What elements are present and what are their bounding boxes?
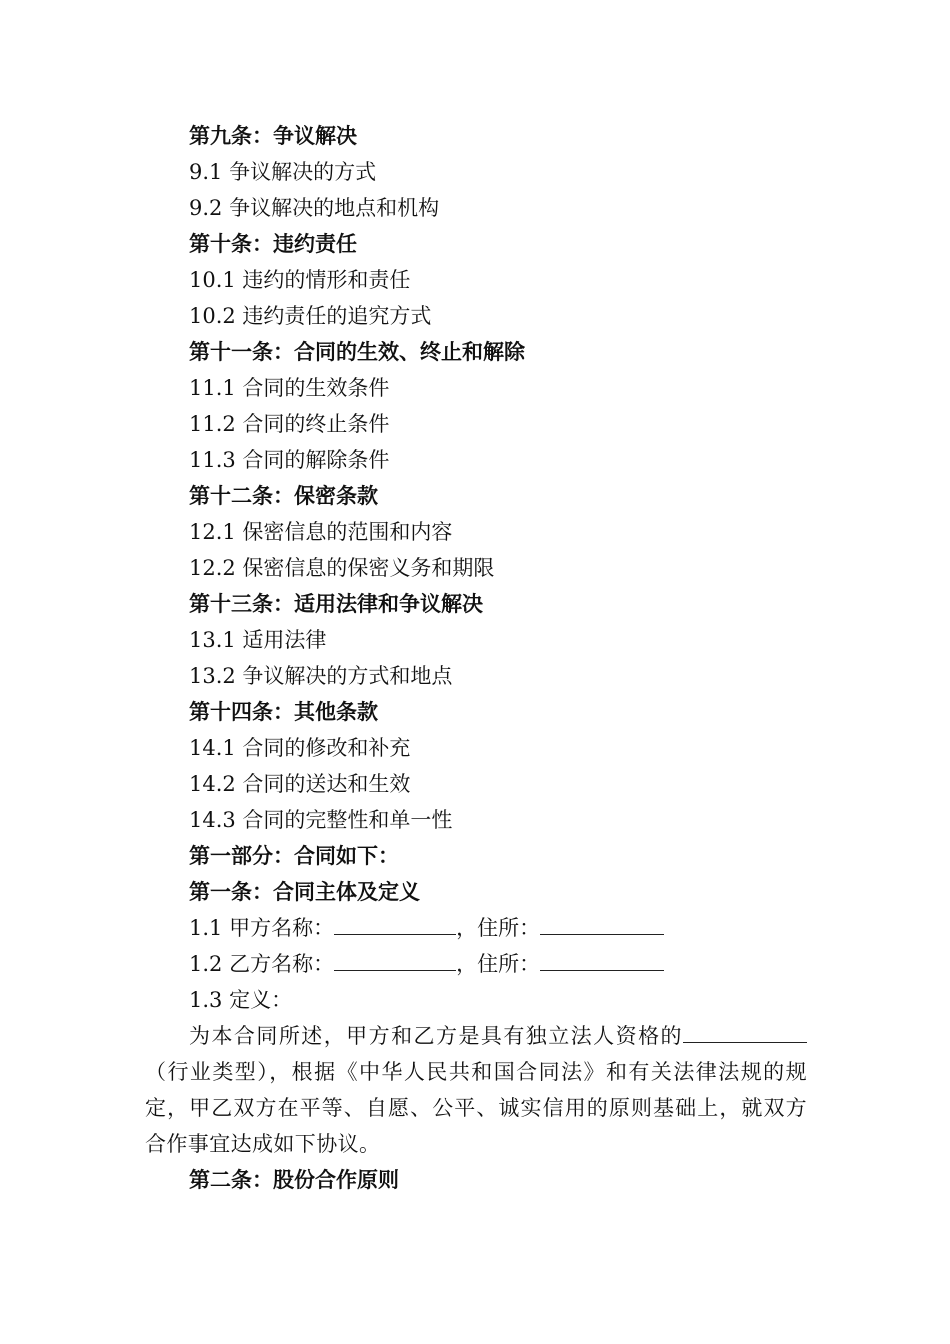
section-heading: 第十四条：其他条款	[189, 700, 378, 724]
clause-item: 14.3 合同的完整性和单一性	[189, 808, 453, 832]
party-b-line	[145, 946, 807, 982]
party-a-name-label: 1.1 甲方名称：	[189, 916, 335, 940]
clause-item: 13.2 争议解决的方式和地点	[189, 664, 453, 688]
clause-item: 10.2 违约责任的追究方式	[189, 304, 432, 328]
section-heading: 第九条：争议解决	[189, 124, 357, 148]
clause-item: 14.2 合同的送达和生效	[189, 772, 411, 796]
document-lines	[145, 118, 807, 910]
industry-type-blank[interactable]	[683, 1022, 807, 1043]
section-heading: 第一条：合同主体及定义	[189, 880, 420, 904]
clause-item: 13.1 适用法律	[189, 628, 327, 652]
section-heading: 第十条：违约责任	[189, 232, 357, 256]
document-page	[145, 118, 807, 1198]
party-a-line	[145, 910, 807, 946]
paragraph-rest: （行业类型），根据《中华人民共和国合同法》和有关法律法规的规定，甲乙双方在平等、自愿、公平、诚实信用的原则基础上，就双方合作事宜达成如下协议。	[145, 1060, 807, 1156]
party-a-name-blank[interactable]	[334, 914, 456, 935]
section-heading: 第十二条：保密条款	[189, 484, 378, 508]
section-heading: 第一部分：合同如下：	[189, 844, 399, 868]
party-b-address-blank[interactable]	[540, 950, 664, 971]
definition-paragraph	[145, 1018, 807, 1162]
clause-item: 11.2 合同的终止条件	[189, 412, 390, 436]
clause-item: 14.1 合同的修改和补充	[189, 736, 411, 760]
section-heading: 第十一条：合同的生效、终止和解除	[189, 340, 525, 364]
clause-item: 12.1 保密信息的范围和内容	[189, 520, 453, 544]
clause-item: 9.2 争议解决的地点和机构	[189, 196, 440, 220]
clause-item: 10.1 违约的情形和责任	[189, 268, 411, 292]
party-a-address-label: ，住所：	[456, 916, 541, 940]
clause-item: 9.1 争议解决的方式	[189, 160, 377, 184]
definition-label: 1.3 定义：	[189, 988, 293, 1012]
party-b-name-blank[interactable]	[334, 950, 456, 971]
section-heading: 第十三条：适用法律和争议解决	[189, 592, 483, 616]
party-b-address-label: ，住所：	[456, 952, 541, 976]
clause-item: 11.1 合同的生效条件	[189, 376, 390, 400]
party-a-address-blank[interactable]	[540, 914, 664, 935]
section-heading-final: 第二条：股份合作原则	[189, 1168, 399, 1192]
party-b-name-label: 1.2 乙方名称：	[189, 952, 335, 976]
clause-item: 11.3 合同的解除条件	[189, 448, 390, 472]
clause-item: 12.2 保密信息的保密义务和期限	[189, 556, 495, 580]
paragraph-start: 为本合同所述，甲方和乙方是具有独立法人资格的	[189, 1024, 683, 1048]
